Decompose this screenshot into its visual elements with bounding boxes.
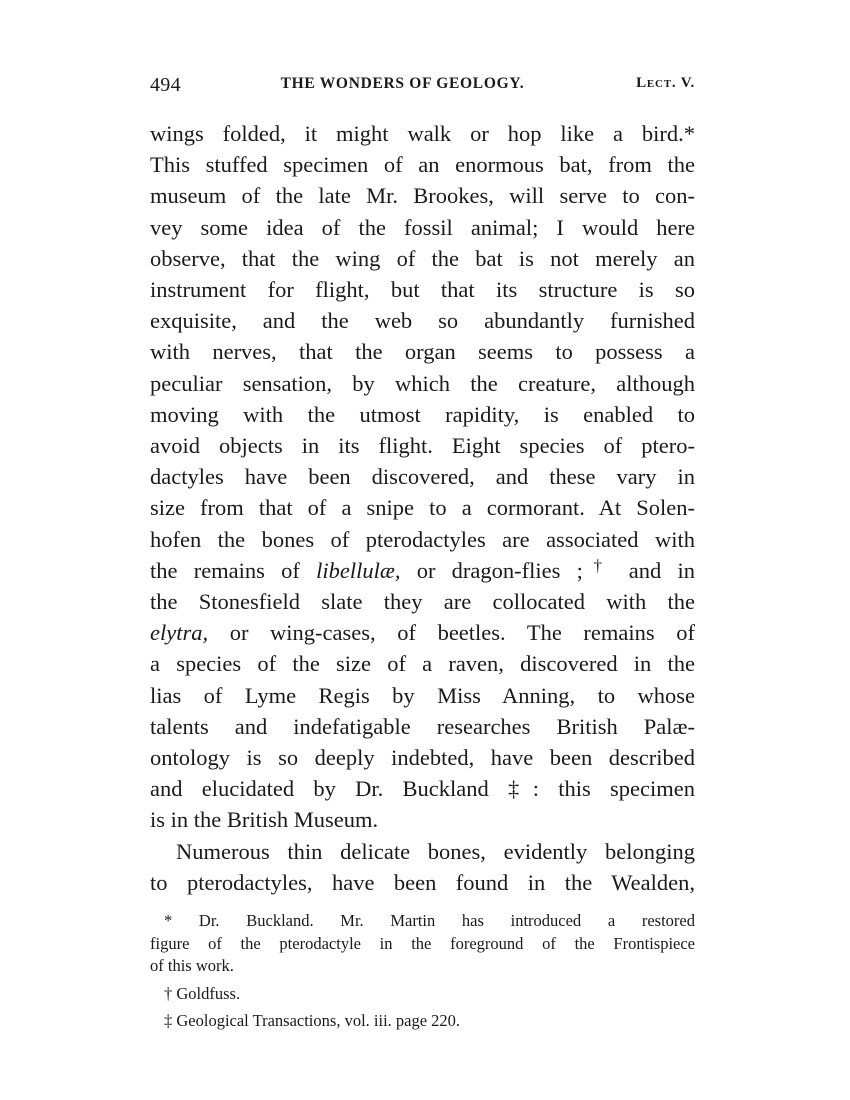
page-number: 494 [150, 74, 181, 96]
text-line [150, 555, 695, 586]
lecture-label: Lect. V. [636, 75, 695, 91]
footnote-line: figure of the pterodactyle in the foreground of the Frontispiece [150, 933, 695, 953]
text-line: Numerous thin delicate bones, evidently belonging [176, 838, 695, 864]
text-line: a species of the size of a raven, discovered in the [150, 651, 695, 677]
footnote-line: of this work. [150, 956, 234, 975]
footnote-1 [150, 910, 695, 978]
text-run: and in [612, 557, 695, 583]
text-line: museum of the late Mr. Brookes, will serve to con- [150, 183, 695, 209]
text-line: hofen the bones of pterodactyles are associated with [150, 526, 695, 552]
running-head [150, 74, 695, 102]
running-title: THE WONDERS OF GEOLOGY. [280, 75, 525, 92]
text-line: vey some idea of the fossil animal; I would here [150, 214, 695, 240]
text-line: ontology is so deeply indebted, have been described [150, 745, 695, 771]
text-line: observe, that the wing of the bat is not merely an [150, 245, 695, 271]
text-run: the remains of [150, 557, 317, 583]
text-line: is in the British Museum. [150, 807, 379, 833]
body-text [150, 118, 695, 898]
text-line: the Stonesfield slate they are collocated with the [150, 589, 695, 615]
text-line [150, 617, 695, 648]
text-line: size from that of a snipe to a cormorant. At Solen- [150, 495, 695, 521]
text-line: dactyles have been discovered, and these vary in [150, 464, 695, 490]
text-line: with nerves, that the organ seems to possess a [150, 339, 695, 365]
footnote-line: * Dr. Buckland. Mr. Martin has introduced a restored [164, 911, 695, 930]
text-line: avoid objects in its flight. Eight species of ptero- [150, 433, 695, 459]
text-line: exquisite, and the web so abundantly furnished [150, 308, 695, 334]
text-run: or dragon-flies ; [400, 557, 583, 583]
text-line: talents and indefatigable researches British Palæ- [150, 713, 695, 739]
text-line: moving with the utmost rapidity, is enabled to [150, 401, 695, 427]
text-line: wings folded, it might walk or hop like a bird.* [150, 121, 695, 146]
footnotes [150, 910, 695, 1033]
text-line: to pterodactyles, have been found in the Wealden, [150, 869, 695, 895]
text-line: peculiar sensation, by which the creature, although [150, 370, 695, 396]
text-line: instrument for flight, but that its structure is so [150, 277, 695, 303]
text-run: or wing-cases, of beetles. The remains of [208, 620, 695, 646]
text-line: This stuffed specimen of an enormous bat, from the [150, 152, 695, 178]
text-line: lias of Lyme Regis by Miss Anning, to whose [150, 682, 695, 708]
footnote-ref-dagger: † [582, 555, 613, 575]
italic-term: elytra, [150, 620, 209, 646]
footnote-3: ‡ Geological Transactions, vol. iii. page 220. [164, 1011, 461, 1030]
footnote-2: † Goldfuss. [164, 983, 241, 1003]
text-line: and elucidated by Dr. Buckland ‡: this specimen [150, 776, 695, 802]
italic-term: libellulæ, [316, 557, 401, 583]
